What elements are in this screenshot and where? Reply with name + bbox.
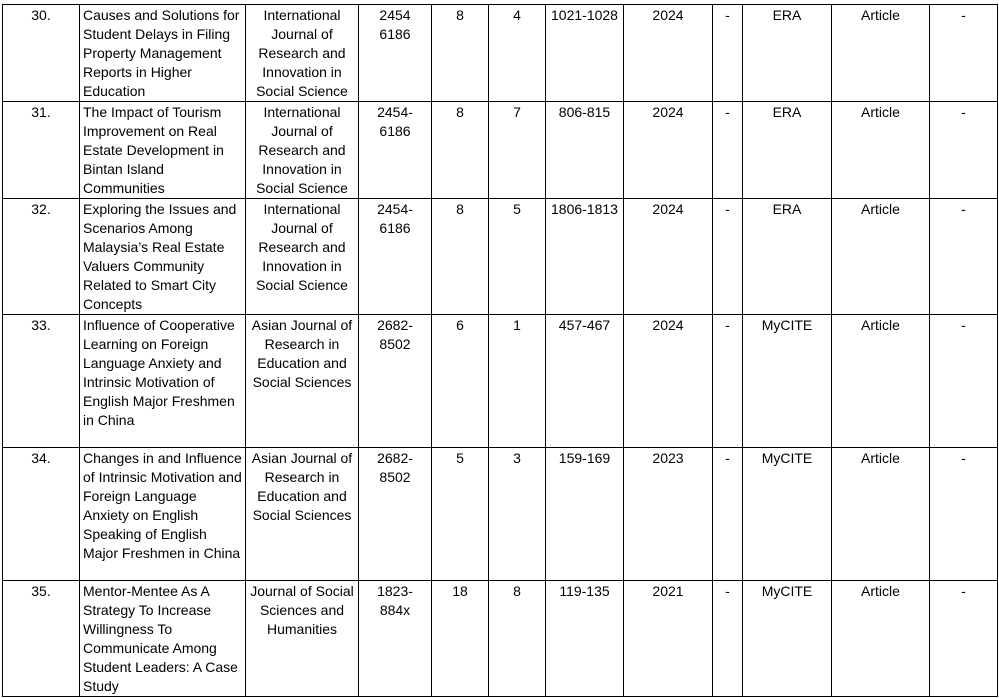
row-number: 31. xyxy=(3,102,80,199)
table-row xyxy=(3,199,998,315)
article-title: Changes in and Influence of Intrinsic Motivation and Foreign Language Anxiety on English Speaking of English Major Freshmen in China xyxy=(80,448,246,581)
issue: 3 xyxy=(489,448,546,581)
volume: 8 xyxy=(432,199,489,315)
publication-type: Article xyxy=(832,581,930,697)
indexing: MyCITE xyxy=(743,448,832,581)
journal-name: International Journal of Research and Innovation in Social Science xyxy=(246,102,359,199)
extra-field: - xyxy=(713,581,743,697)
remarks: - xyxy=(930,448,998,581)
volume: 5 xyxy=(432,448,489,581)
pages: 1806-1813 xyxy=(546,199,624,315)
publication-type: Article xyxy=(832,5,930,102)
publication-type: Article xyxy=(832,199,930,315)
issn: 2454-6186 xyxy=(359,199,432,315)
issue: 1 xyxy=(489,315,546,448)
table-row xyxy=(3,581,998,697)
extra-field: - xyxy=(713,199,743,315)
year: 2024 xyxy=(624,5,713,102)
issue: 4 xyxy=(489,5,546,102)
journal-name: International Journal of Research and Innovation in Social Science xyxy=(246,5,359,102)
remarks: - xyxy=(930,102,998,199)
volume: 6 xyxy=(432,315,489,448)
pages: 1021-1028 xyxy=(546,5,624,102)
indexing: MyCITE xyxy=(743,315,832,448)
volume: 18 xyxy=(432,581,489,697)
table-row xyxy=(3,448,998,581)
indexing: ERA xyxy=(743,102,832,199)
pages: 159-169 xyxy=(546,448,624,581)
remarks: - xyxy=(930,581,998,697)
remarks: - xyxy=(930,5,998,102)
publication-type: Article xyxy=(832,448,930,581)
table-row xyxy=(3,102,998,199)
year: 2024 xyxy=(624,315,713,448)
indexing: MyCITE xyxy=(743,581,832,697)
extra-field: - xyxy=(713,315,743,448)
article-title: Causes and Solutions for Student Delays in Filing Property Management Reports in Higher Education xyxy=(80,5,246,102)
issn: 2454 6186 xyxy=(359,5,432,102)
volume: 8 xyxy=(432,102,489,199)
year: 2024 xyxy=(624,199,713,315)
year: 2021 xyxy=(624,581,713,697)
year: 2023 xyxy=(624,448,713,581)
issue: 7 xyxy=(489,102,546,199)
remarks: - xyxy=(930,315,998,448)
extra-field: - xyxy=(713,448,743,581)
table-row xyxy=(3,5,998,102)
journal-name: Asian Journal of Research in Education and Social Sciences xyxy=(246,448,359,581)
pages: 806-815 xyxy=(546,102,624,199)
article-title: Mentor-Mentee As A Strategy To Increase Willingness To Communicate Among Student Leaders: A Case Study xyxy=(80,581,246,697)
pages: 457-467 xyxy=(546,315,624,448)
row-number: 30. xyxy=(3,5,80,102)
indexing: ERA xyxy=(743,5,832,102)
journal-name: International Journal of Research and Innovation in Social Science xyxy=(246,199,359,315)
row-number: 34. xyxy=(3,448,80,581)
article-title: The Impact of Tourism Improvement on Real Estate Development in Bintan Island Communities xyxy=(80,102,246,199)
article-title: Exploring the Issues and Scenarios Among Malaysia’s Real Estate Valuers Community Related to Smart City Concepts xyxy=(80,199,246,315)
pages: 119-135 xyxy=(546,581,624,697)
issue: 5 xyxy=(489,199,546,315)
issn: 1823-884x xyxy=(359,581,432,697)
issue: 8 xyxy=(489,581,546,697)
indexing: ERA xyxy=(743,199,832,315)
row-number: 32. xyxy=(3,199,80,315)
extra-field: - xyxy=(713,102,743,199)
row-number: 35. xyxy=(3,581,80,697)
row-number: 33. xyxy=(3,315,80,448)
issn: 2454-6186 xyxy=(359,102,432,199)
remarks: - xyxy=(930,199,998,315)
journal-name: Journal of Social Sciences and Humanities xyxy=(246,581,359,697)
journal-name: Asian Journal of Research in Education and Social Sciences xyxy=(246,315,359,448)
table-row xyxy=(3,315,998,448)
publications-table xyxy=(2,4,998,697)
issn: 2682-8502 xyxy=(359,448,432,581)
extra-field: - xyxy=(713,5,743,102)
publication-type: Article xyxy=(832,102,930,199)
volume: 8 xyxy=(432,5,489,102)
year: 2024 xyxy=(624,102,713,199)
publication-type: Article xyxy=(832,315,930,448)
article-title: Influence of Cooperative Learning on Foreign Language Anxiety and Intrinsic Motivation of English Major Freshmen in China xyxy=(80,315,246,448)
issn: 2682-8502 xyxy=(359,315,432,448)
